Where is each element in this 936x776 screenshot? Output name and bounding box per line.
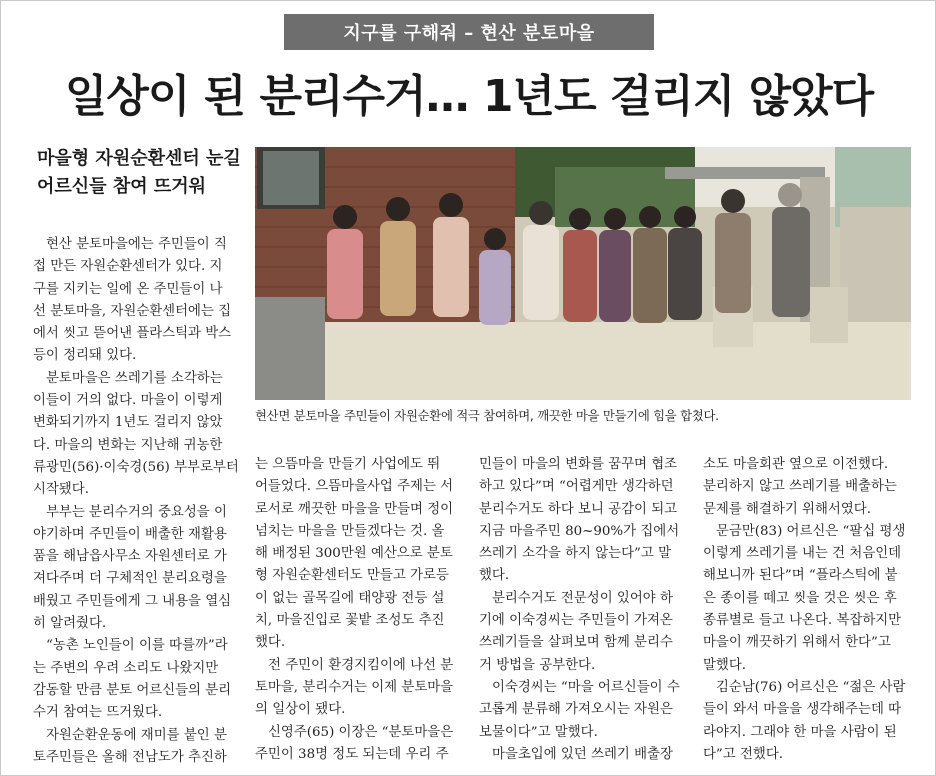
text-line: 하고 있다”며 “어렵게만 생각하던 <box>479 479 674 495</box>
subheadline-line: 어르신들 참여 뜨거워 <box>37 176 207 197</box>
text-line: 민들이 마을의 변화를 꿈꾸며 협조 <box>479 457 678 472</box>
text-line: 소도 마을회관 옆으로 이전했다. <box>703 457 889 472</box>
text-line: 해 배정된 300만원 예산으로 분토 <box>255 546 453 562</box>
article-column-1 <box>33 234 245 769</box>
text-line: 이숙경씨는 “마을 어르신들이 수 <box>492 679 680 695</box>
text-line: 류광민(56)·이숙경(56) 부부로부터 <box>33 459 239 475</box>
text-line: 변화되기까지 1년도 걸리지 않았 <box>33 415 223 431</box>
subheadline-line: 마을형 자원순환센터 눈길 <box>37 148 241 169</box>
text-line: 로서로 깨끗한 마을을 만들며 정이 <box>255 501 454 517</box>
text-line: 쓰레기 소각을 하지 않는다”고 말 <box>479 546 672 562</box>
text-line: 히 알려줬다. <box>33 616 107 632</box>
text-line: 자원순환운동에 재미를 붙인 분 <box>46 727 227 743</box>
text-line: 전 주민이 환경지킴이에 나선 분 <box>268 657 454 673</box>
article-column-3 <box>479 454 689 766</box>
article-headline: 일상이 된 분리수거… 1년도 걸리지 않았다 <box>64 71 874 122</box>
text-line: 감동할 만큼 분토 어르신들의 분리 <box>33 682 232 698</box>
text-line: 다”고 전했다. <box>703 746 784 762</box>
photo-caption: 현산면 분토마을 주민들이 자원순환에 적극 참여하며, 깨끗한 마을 만들기에 힘을 합쳤다. <box>255 408 719 423</box>
text-line: 토주민들은 올해 전남도가 추진하 <box>33 749 227 765</box>
text-line: 다. 마을의 변화는 지난해 귀농한 <box>33 437 223 453</box>
text-line: 이렇게 쓰레기를 내는 건 처음인데 <box>703 546 902 562</box>
text-line: 어들었다. 으뜸마을사업 주제는 서 <box>255 479 454 495</box>
text-line: 들이 와서 마을을 생각해주는데 따 <box>703 702 902 718</box>
text-line: 에서 씻고 뜯어낸 플라스틱과 박스 <box>33 326 232 342</box>
text-line: 이 없는 골목길에 태양광 전등 설 <box>255 590 445 606</box>
text-line: 마을초입에 있던 쓰레기 배출장 <box>492 746 673 762</box>
article-column-4 <box>703 454 913 766</box>
text-line: 등이 정리돼 있다. <box>33 348 137 364</box>
text-line: 져다주며 더 구체적인 분리요령을 <box>33 571 227 587</box>
text-line: 해보니까 된다”며 “플라스틱에 붙 <box>703 568 898 584</box>
text-line: 거 방법을 공부한다. <box>479 657 596 673</box>
text-line: “농촌 노인들이 이를 따를까”라 <box>46 638 228 654</box>
text-line: 고롭게 분류해 가져오시는 자원은 <box>479 702 673 718</box>
text-line: 구를 지키는 일에 온 주민들이 나 <box>33 281 223 297</box>
text-line: 부부는 분리수거의 중요성을 이 <box>46 504 227 520</box>
text-line: 이들이 거의 없다. 마을이 이렇게 <box>33 393 223 409</box>
text-line: 말했다. <box>703 657 747 673</box>
text-line: 는 으뜸마을 만들기 사업에도 뛰 <box>255 457 441 472</box>
text-line: 형 자원순환센터도 만들고 가로등 <box>255 568 449 584</box>
text-line: 넘치는 마을을 만들겠다는 것. 올 <box>255 523 445 539</box>
text-line: 토마을, 분리수거는 이제 분토마을 <box>255 679 454 695</box>
subheadline <box>37 145 247 201</box>
text-line: 라야지. 그래야 한 마을 사람이 된 <box>703 724 897 740</box>
text-line: 했다. <box>255 635 286 651</box>
text-line: 현산 분토마을에는 주민들이 직 <box>46 237 227 252</box>
text-line: 치, 마을진입로 꽃밭 조성도 추진 <box>255 613 445 629</box>
text-line: 문금만(83) 어르신은 “팔십 평생 <box>716 523 906 539</box>
text-line: 수거 참여는 뜨거웠다. <box>33 705 163 721</box>
text-line: 김순남(76) 어르신은 “젊은 사람 <box>716 679 906 695</box>
text-line: 시작됐다. <box>33 482 89 498</box>
text-line: 분리하지 않고 쓰레기를 배출하는 <box>703 479 897 495</box>
text-line: 접 만든 자원순환센터가 있다. 지 <box>33 259 223 275</box>
text-line: 은 종이를 떼고 씻을 것은 씻은 후 <box>703 590 897 606</box>
text-line: 쓰레기들을 살펴보며 함께 분리수 <box>479 635 673 651</box>
article-column-2 <box>255 454 465 766</box>
text-line: 문제를 해결하기 위해서였다. <box>703 501 871 517</box>
section-kicker: 지구를 구해줘 – 현산 분토마을 <box>284 14 654 50</box>
article-photo <box>255 147 911 400</box>
text-line: 주민이 38명 정도 되는데 우리 주 <box>255 746 449 762</box>
text-line: 지금 마을주민 80~90%가 집에서 <box>479 523 680 539</box>
text-line: 분리수거도 하다 보니 공감이 되고 <box>479 501 678 517</box>
text-line: 는 주변의 우려 소리도 나왔지만 <box>33 660 219 676</box>
text-line: 기에 이숙경씨는 주민들이 가져온 <box>479 613 673 629</box>
text-line: 선 분토마을, 자원순환센터에는 집 <box>33 303 232 319</box>
text-line: 종류별로 들고 나온다. 복잡하지만 <box>703 613 902 629</box>
text-line: 보물이다”고 말했다. <box>479 724 598 740</box>
text-line: 신영주(65) 이장은 “분토마을은 <box>268 724 454 740</box>
text-line: 품을 해남읍사무소 자원센터로 가 <box>33 549 227 565</box>
text-line: 야기하며 주민들이 배출한 재활용 <box>33 526 227 542</box>
text-line: 분리수거도 전문성이 있어야 하 <box>492 590 673 606</box>
text-line: 했다. <box>479 568 510 584</box>
text-line: 의 일상이 됐다. <box>255 702 346 718</box>
text-line: 마을이 깨끗하기 위해서 한다”고 <box>703 635 891 651</box>
text-line: 배웠고 주민들에게 그 내용을 열심 <box>33 593 232 609</box>
text-line: 분토마을은 쓰레기를 소각하는 <box>46 370 223 386</box>
